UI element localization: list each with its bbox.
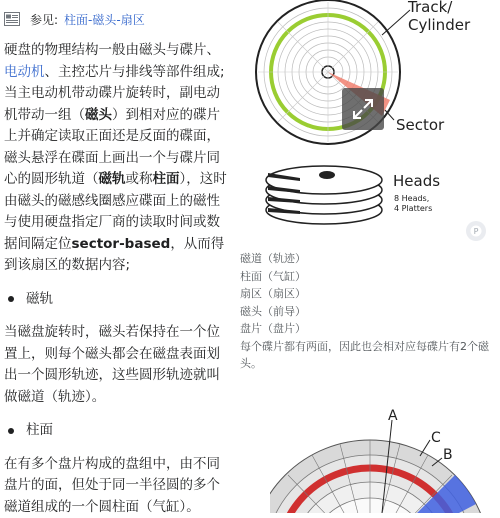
pin-icon [470,225,482,237]
section-track-title: 磁轨 [26,289,53,311]
intro-paragraph [4,40,230,277]
expand-icon [351,97,375,121]
intro-text-2: 、主控芯片与排线等部件组成;当主电动机带动碟片旋转时，副电动机带动一组（ [4,64,225,123]
label-b: B [443,447,453,463]
term-cylinder: 柱面 [153,171,180,187]
section-cylinder-heading [4,420,230,442]
label-c: C [431,430,441,446]
article-icon [4,12,20,26]
label-sector: Sector [396,116,445,134]
section-cylinder-text: 在有多个盘片构成的盘组中，由不同盘片的面，但处于同一半径圆的多个磁道组成的一个圆柱面（气缸）。 [4,454,230,518]
label-heads: Heads [393,172,440,190]
caption-line: 盘片（盘片） [240,320,496,338]
label-platters-count: 4 Platters [394,204,432,213]
term-head: 磁头 [85,107,112,123]
label-cylinder: Cylinder [408,16,471,34]
expand-image-button[interactable] [342,88,384,130]
intro-text-1: 硬盘的物理结构一般由磁头与碟片、 [4,42,220,58]
caption-note: 每个碟片都有两面，因此也会相对应每碟片有2个磁头。 [240,338,496,373]
see-also-prefix: 参见: [30,11,58,28]
label-track: Track/ [407,0,453,16]
caption-line: 柱面（气缸） [240,268,496,286]
bullet-dot-icon [8,296,14,302]
label-heads-count: 8 Heads, [394,194,429,203]
svg-text:P: P [474,227,479,236]
sector-diagram-figure[interactable] [270,400,490,513]
sector-diagram-svg [270,400,490,513]
intro-text-4: 或称 [126,171,153,187]
caption-line: 磁道（轨迹） [240,250,496,268]
caption-line: 磁头（前导） [240,303,496,321]
label-a: A [388,408,398,424]
term-track: 磁轨 [99,171,126,187]
article-body [4,40,230,518]
term-sector-based: sector-based [72,236,171,252]
intro-text-5: ），这时由磁头的磁感线圈感应碟面上的磁性与使用硬盘指定厂商的读取时间或数据间隔定位 [4,171,227,252]
pinterest-button[interactable] [466,221,486,241]
bullet-dot-icon [8,428,14,434]
intro-text-3: ）到相对应的碟片上并确定读取正面还是反面的碟面，磁头悬浮在碟面上画出一个与碟片同心的圆形轨道（ [4,107,220,188]
section-cylinder-title: 柱面 [26,420,53,442]
figure-caption [240,250,496,373]
intro-text-6: ，从而得到该扇区的数据内容; [4,236,224,274]
link-motor[interactable]: 电动机 [4,64,45,80]
see-also [4,9,145,29]
section-track-heading [4,289,230,311]
see-also-link-chs[interactable]: 柱面-磁头-扇区 [64,11,145,28]
caption-line: 扇区（扇区） [240,285,496,303]
section-track-text: 当磁盘旋转时，磁头若保持在一个位置上，则每个磁头都会在磁盘表面划出一个圆形轨迹，这些圆形轨迹就叫做磁道（轨迹）。 [4,322,230,408]
